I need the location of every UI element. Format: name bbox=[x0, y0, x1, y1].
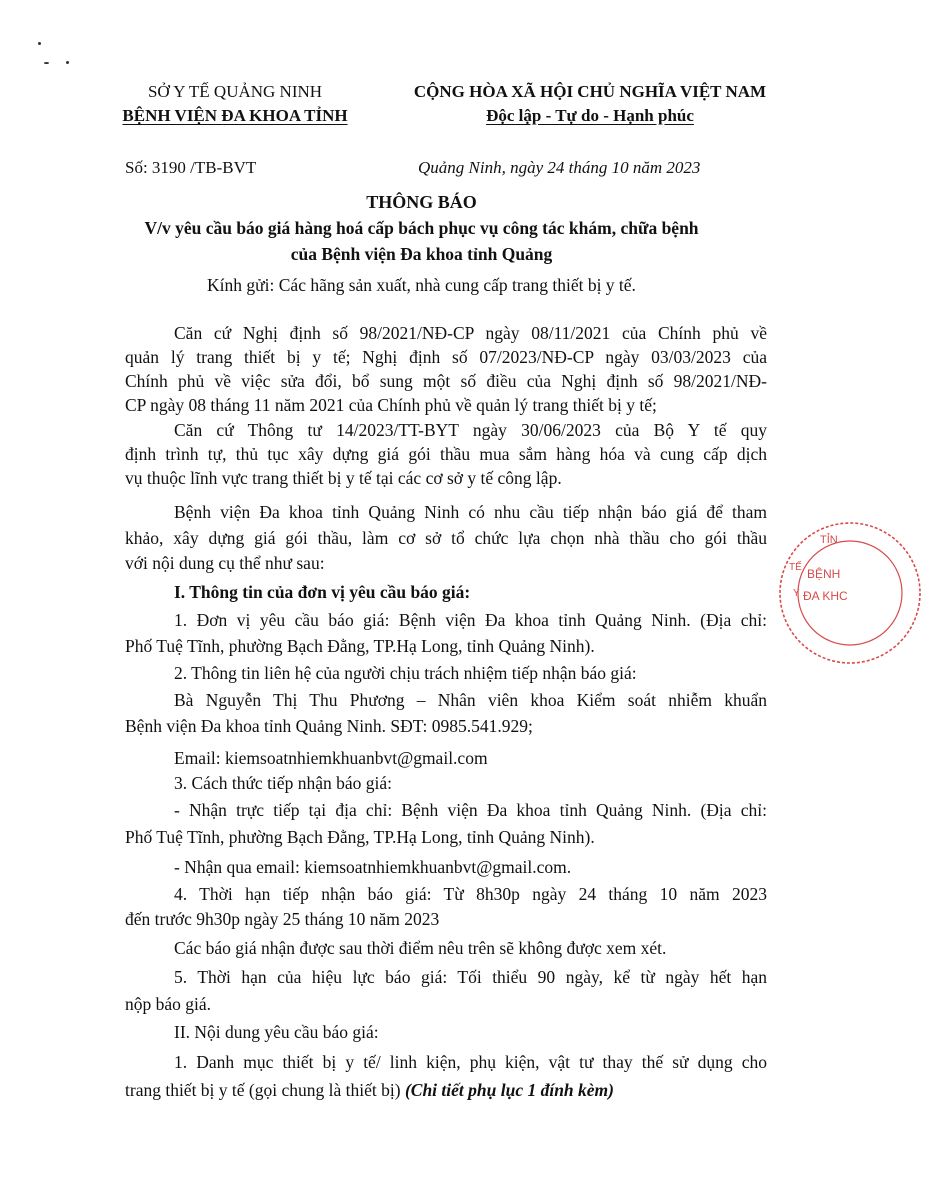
body-line: 1. Đơn vị yêu cầu báo giá: Bệnh viện Đa khoa tỉnh Quảng Ninh. (Địa chỉ: bbox=[174, 610, 767, 630]
recipient: Kính gửi: Các hãng sản xuất, nhà cung cấp trang thiết bị y tế. bbox=[207, 275, 636, 295]
national-motto: Độc lập - Tự do - Hạnh phúc bbox=[486, 106, 694, 125]
body-line: Căn cứ Thông tư 14/2023/TT-BYT ngày 30/06/2023 của Bộ Y tế quy bbox=[174, 420, 767, 440]
submission-email: - Nhận qua email: kiemsoatnhiemkhuanbvt@gmail.com. bbox=[174, 857, 572, 877]
body-line: CP ngày 08 tháng 11 năm 2021 của Chính phủ về quản lý trang thiết bị y tế; bbox=[125, 395, 657, 415]
contact-email: Email: kiemsoatnhiemkhuanbvt@gmail.com bbox=[174, 748, 488, 768]
body-line: Bệnh viện Đa khoa tỉnh Quảng Ninh. SĐT: 0985.541.929; bbox=[125, 716, 533, 736]
body-line: Căn cứ Nghị định số 98/2021/NĐ-CP ngày 08/11/2021 của Chính phủ về bbox=[174, 323, 767, 343]
place-and-date: Quảng Ninh, ngày 24 tháng 10 năm 2023 bbox=[418, 158, 701, 177]
body-line: Bà Nguyễn Thị Thu Phương – Nhân viên khoa Kiểm soát nhiễm khuẩn bbox=[174, 690, 767, 710]
body-line: quản lý trang thiết bị y tế; Nghị định số 07/2023/NĐ-CP ngày 03/03/2023 của bbox=[125, 347, 767, 367]
body-line-with-reference bbox=[125, 1080, 614, 1101]
section-heading-1: I. Thông tin của đơn vị yêu cầu báo giá: bbox=[174, 582, 471, 602]
scan-speck bbox=[44, 62, 49, 64]
body-line: vụ thuộc lĩnh vực trang thiết bị y tế tại các cơ sở y tế công lập. bbox=[125, 468, 562, 488]
scan-speck bbox=[66, 61, 69, 64]
body-line: Bệnh viện Đa khoa tỉnh Quảng Ninh có nhu cầu tiếp nhận báo giá để tham bbox=[174, 502, 767, 522]
agency-name: SỞ Y TẾ QUẢNG NINH bbox=[147, 82, 323, 101]
body-line: 3. Cách thức tiếp nhận báo giá: bbox=[174, 773, 392, 793]
body-line: - Nhận trực tiếp tại địa chỉ: Bệnh viện Đa khoa tỉnh Quảng Ninh. (Địa chỉ: bbox=[174, 800, 767, 820]
subject-line-1: V/v yêu cầu báo giá hàng hoá cấp bách phục vụ công tác khám, chữa bệnh bbox=[144, 218, 699, 238]
seal-outer-ring bbox=[780, 523, 920, 663]
hospital-name: BỆNH VIỆN ĐA KHOA TỈNH bbox=[122, 106, 348, 125]
hospital-seal-stamp bbox=[775, 518, 925, 668]
body-line: đến trước 9h30p ngày 25 tháng 10 năm 2023 bbox=[125, 909, 440, 929]
body-line: 5. Thời hạn của hiệu lực báo giá: Tối thiểu 90 ngày, kể từ ngày hết hạn bbox=[174, 967, 767, 987]
seal-text: TỈN bbox=[820, 534, 838, 546]
document-title: THÔNG BÁO bbox=[366, 192, 477, 212]
body-line: 2. Thông tin liên hệ của người chịu trách nhiệm tiếp nhận báo giá: bbox=[174, 663, 637, 683]
appendix-reference: (Chi tiết phụ lục 1 đính kèm) bbox=[404, 1080, 614, 1100]
body-line: 1. Danh mục thiết bị y tế/ linh kiện, phụ kiện, vật tư thay thế sử dụng cho bbox=[174, 1052, 767, 1072]
body-line: 4. Thời hạn tiếp nhận báo giá: Từ 8h30p ngày 24 tháng 10 năm 2023 bbox=[174, 884, 767, 904]
body-line: nộp báo giá. bbox=[125, 994, 212, 1014]
body-line: Phố Tuệ Tĩnh, phường Bạch Đằng, TP.Hạ Long, tỉnh Quảng Ninh). bbox=[125, 827, 595, 847]
national-title: CỘNG HÒA XÃ HỘI CHỦ NGHĨA VIỆT NAM bbox=[413, 82, 767, 101]
body-line: Chính phủ về việc sửa đổi, bổ sung một số điều của Nghị định số 98/2021/NĐ- bbox=[125, 371, 767, 391]
document-number: Số: 3190 /TB-BVT bbox=[125, 158, 257, 177]
scan-speck bbox=[38, 42, 41, 45]
seal-text: TẾ bbox=[789, 562, 802, 573]
body-line: Phố Tuệ Tĩnh, phường Bạch Đằng, TP.Hạ Long, tỉnh Quảng Ninh). bbox=[125, 636, 595, 656]
body-text: trang thiết bị y tế (gọi chung là thiết bị) bbox=[125, 1080, 405, 1100]
body-line: Các báo giá nhận được sau thời điểm nêu trên sẽ không được xem xét. bbox=[174, 938, 667, 958]
body-line: với nội dung cụ thể như sau: bbox=[125, 553, 325, 573]
subject-line-2: của Bệnh viện Đa khoa tỉnh Quảng bbox=[290, 244, 553, 264]
section-heading-2: II. Nội dung yêu cầu báo giá: bbox=[174, 1022, 379, 1042]
body-line: khảo, xây dựng giá gói thầu, làm cơ sở tổ chức lựa chọn nhà thầu cho gói thầu bbox=[125, 528, 767, 548]
seal-text: Y bbox=[793, 588, 800, 599]
seal-text: BỆNH bbox=[807, 567, 841, 581]
body-line: định trình tự, thủ tục xây dựng giá gói thầu mua sắm hàng hóa và cung cấp dịch bbox=[125, 444, 767, 464]
seal-text: ĐA KHC bbox=[803, 589, 848, 603]
